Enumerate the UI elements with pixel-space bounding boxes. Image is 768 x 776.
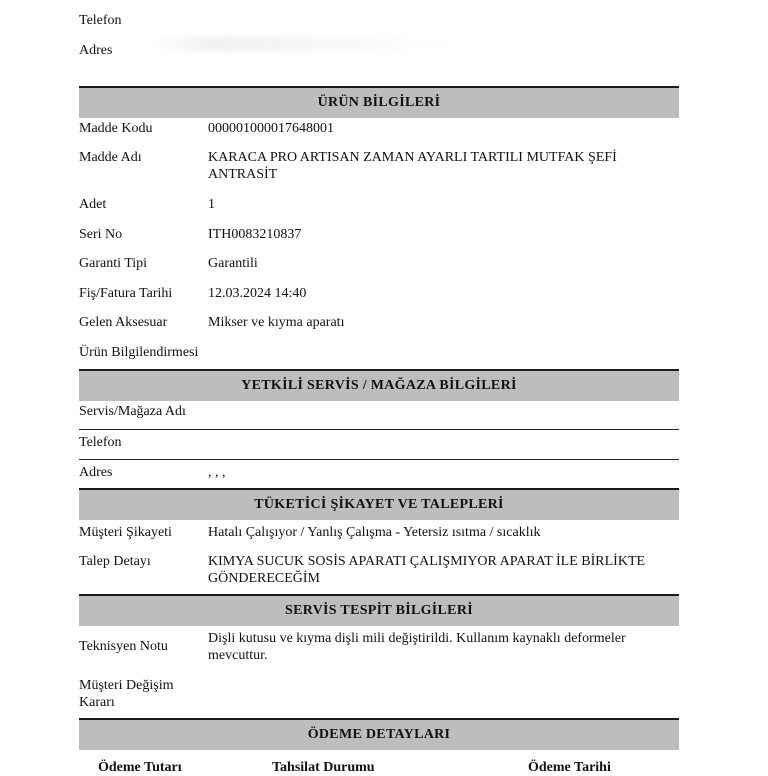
section-header-sikayet: TÜKETİCİ ŞİKAYET VE TALEPLERİ [79, 488, 679, 520]
field-value: KARACA PRO ARTISAN ZAMAN AYARLI TARTILI MUTFAK ŞEFİ ANTRASİT [208, 150, 617, 182]
field-value: , , , [208, 465, 226, 480]
field-label: Müşteri Değişim Kararı [79, 678, 174, 710]
field-value: Mikser ve kıyma aparatı [208, 315, 345, 330]
section-header-urun: ÜRÜN BİLGİLERİ [79, 86, 679, 118]
field-label: Telefon [79, 13, 122, 28]
field-value: 000001000017648001 [208, 121, 334, 136]
section-header-odeme: ÖDEME DETAYLARI [79, 718, 679, 750]
field-label: Adres [79, 43, 113, 58]
field-label: Fiş/Fatura Tarihi [79, 286, 173, 301]
field-label: Madde Adı [79, 150, 142, 165]
field-label: Teknisyen Notu [79, 639, 168, 654]
field-label: Gelen Aksesuar [79, 315, 168, 330]
field-value: 1 [208, 197, 215, 212]
field-label: Garanti Tipi [79, 256, 148, 271]
redacted-blur [150, 37, 450, 51]
section-header-servis: YETKİLİ SERVİS / MAĞAZA BİLGİLERİ [79, 369, 679, 401]
section-header-tespit: SERVİS TESPİT BİLGİLERİ [79, 594, 679, 626]
field-label: Servis/Mağaza Adı [79, 404, 186, 419]
field-value: Dişli kutusu ve kıyma dişli mili değiştirildi. Kullanım kaynaklı deformeler mevcuttur. [208, 631, 626, 663]
column-header-odeme-tutari: Ödeme Tutarı [98, 760, 182, 775]
field-label: Adres [79, 465, 113, 480]
row-divider [79, 459, 679, 460]
field-value: 12.03.2024 14:40 [208, 286, 307, 301]
field-label: Talep Detayı [79, 554, 151, 569]
column-header-tahsilat-durumu: Tahsilat Durumu [272, 760, 375, 775]
field-label: Adet [79, 197, 107, 212]
column-header-odeme-tarihi: Ödeme Tarihi [528, 760, 611, 775]
field-label: Seri No [79, 227, 123, 242]
field-value: Hatalı Çalışıyor / Yanlış Çalışma - Yetersiz ısıtma / sıcaklık [208, 525, 541, 540]
field-value: Garantili [208, 256, 258, 271]
field-label: Telefon [79, 435, 122, 450]
field-label: Madde Kodu [79, 121, 153, 136]
field-value: KIMYA SUCUK SOSİS APARATI ÇALIŞMIYOR APARAT İLE BİRLİKTE GÖNDERECEĞİM [208, 554, 646, 586]
row-divider [79, 429, 679, 430]
field-value: ITH0083210837 [208, 227, 302, 242]
field-label: Müşteri Şikayeti [79, 525, 172, 540]
field-label: Ürün Bilgilendirmesi [79, 345, 199, 360]
